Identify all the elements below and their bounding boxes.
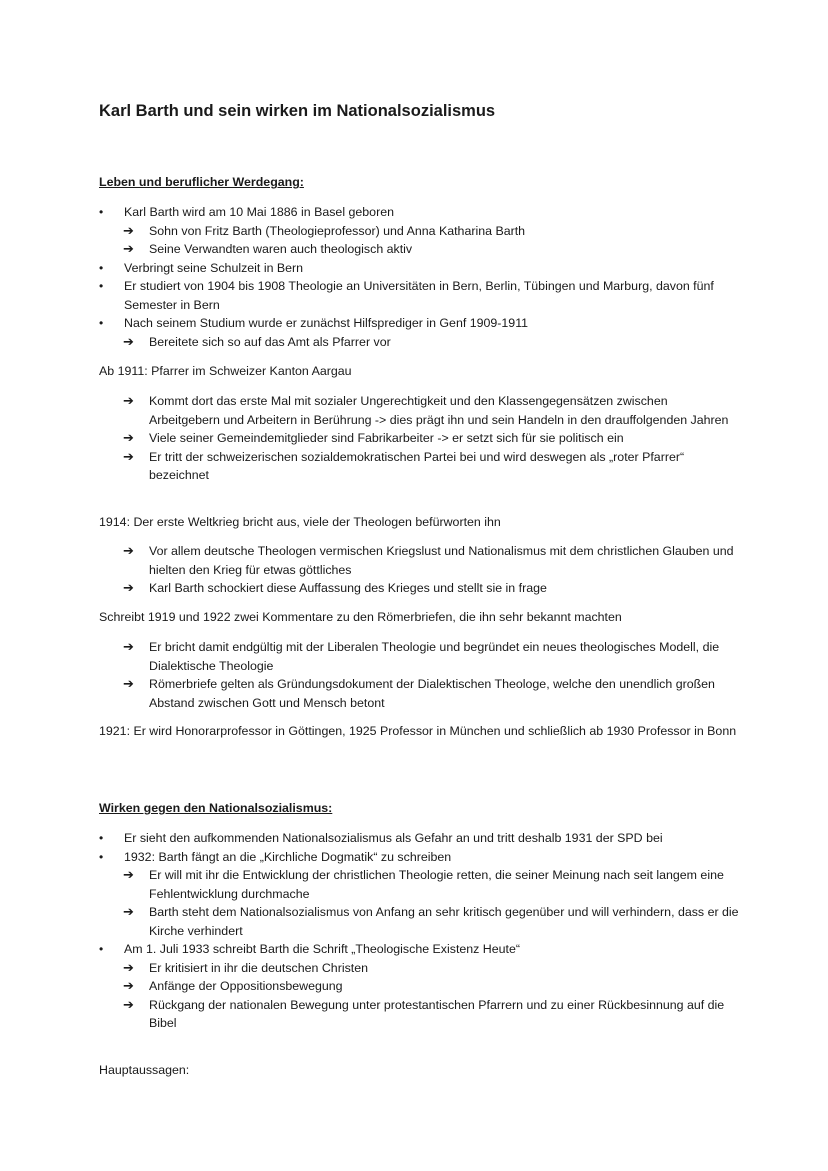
section-heading-leben: Leben und beruflicher Werdegang: — [99, 175, 304, 189]
list-item: ➔ Kommt dort das erste Mal mit sozialer Ungerechtigkeit und den Klassengegensätzen zwischen Arbeitgebern und Arbeitern in Berührung -> dies prägt ihn und sein Handeln in den drauffolgenden Jahren — [123, 393, 729, 427]
arrow-icon: ➔ — [123, 241, 134, 256]
list-item: • Am 1. Juli 1933 schreibt Barth die Schrift „Theologische Existenz Heute“ — [99, 940, 739, 959]
list-item: • 1932: Barth fängt an die „Kirchliche Dogmatik“ zu schreiben — [99, 848, 739, 867]
section-heading-wirken: Wirken gegen den Nationalsozialismus: — [99, 801, 333, 815]
paragraph-hauptaussagen: Hauptaussagen: — [99, 1063, 190, 1077]
list-item: • Karl Barth wird am 10 Mai 1886 in Basel geboren — [99, 203, 739, 222]
page-title: Karl Barth und sein wirken im Nationalsozialismus — [99, 102, 496, 120]
list-1911 — [99, 392, 739, 485]
list-item: ➔ Bereitete sich so auf das Amt als Pfarrer vor — [99, 333, 739, 352]
list-item: ➔ Seine Verwandten waren auch theologisch aktiv — [99, 240, 739, 259]
list-item: • Verbringt seine Schulzeit in Bern — [99, 259, 739, 278]
arrow-icon: ➔ — [123, 430, 134, 445]
bullet-icon: • — [99, 942, 104, 956]
list-item: ➔ Er bricht damit endgültig mit der Liberalen Theologie und begründet ein neues theologisches Modell, die Dialektische Theologie — [123, 639, 720, 673]
list-item: ➔ Er tritt der schweizerischen sozialdemokratischen Partei bei und wird deswegen als „roter Pfarrer“ bezeichnet — [123, 448, 685, 482]
list-item: ➔ Sohn von Fritz Barth (Theologieprofessor) und Anna Katharina Barth — [99, 222, 739, 241]
arrow-icon: ➔ — [123, 639, 134, 654]
list-item: ➔ Anfänge der Oppositionsbewegung — [99, 977, 739, 996]
arrow-icon: ➔ — [123, 676, 134, 691]
list-item: ➔ Er will mit ihr die Entwicklung der christlichen Theologie retten, die seiner Meinung nach seit langem eine Fehlentwicklung durchmache — [123, 867, 724, 901]
list-item: ➔ Er kritisiert in ihr die deutschen Christen — [99, 959, 739, 978]
arrow-icon: ➔ — [123, 448, 134, 464]
arrow-icon: ➔ — [123, 580, 134, 595]
bullet-icon: • — [99, 831, 104, 845]
list-item: ➔ Rückgang der nationalen Bewegung unter protestantischen Pfarrern und zu einer Rückbesinnung auf die Bibel — [123, 996, 725, 1030]
arrow-icon: ➔ — [123, 867, 134, 882]
arrow-icon: ➔ — [123, 543, 134, 558]
leben-list — [99, 203, 739, 351]
list-item: ➔ Römerbriefe gelten als Gründungsdokument der Dialektischen Theologe, welche den unendlich großen Abstand zwischen Gott und Mensch betont — [123, 676, 715, 710]
bullet-icon: • — [99, 260, 104, 275]
bullet-icon: • — [99, 849, 104, 864]
list-item: ➔ Barth steht dem Nationalsozialismus von Anfang an sehr kritisch gegenüber und will verhindern, dass er die Kirche verhindert — [123, 904, 739, 938]
list-1914 — [99, 542, 739, 598]
list-item: ➔ Vor allem deutsche Theologen vermischen Kriegslust und Nationalismus mit dem christlichen Glauben und hielten den Krieg für etwas göttliches — [123, 543, 734, 577]
bullet-icon: • — [99, 205, 104, 219]
paragraph-1919: Schreibt 1919 und 1922 zwei Kommentare zu den Römerbriefen, die ihn sehr bekannt machten — [99, 610, 622, 624]
paragraph-1921: 1921: Er wird Honorarprofessor in Göttingen, 1925 Professor in München und schließlich ab 1930 Professor in Bonn — [99, 724, 737, 738]
paragraph-1911: Ab 1911: Pfarrer im Schweizer Kanton Aargau — [99, 364, 352, 378]
wirken-list — [99, 829, 739, 1033]
arrow-icon: ➔ — [123, 959, 134, 975]
paragraph-1914: 1914: Der erste Weltkrieg bricht aus, viele der Theologen befürworten ihn — [99, 515, 501, 529]
arrow-icon: ➔ — [123, 978, 134, 993]
arrow-icon: ➔ — [123, 333, 134, 349]
arrow-icon: ➔ — [123, 996, 134, 1012]
arrow-icon: ➔ — [123, 904, 134, 919]
bullet-icon: • — [99, 316, 104, 330]
list-item: ➔ Viele seiner Gemeindemitglieder sind Fabrikarbeiter -> er setzt sich für sie politisch ein — [99, 429, 739, 448]
bullet-icon: • — [99, 279, 104, 293]
list-item: • Nach seinem Studium wurde er zunächst Hilfsprediger in Genf 1909-1911 — [99, 314, 739, 333]
arrow-icon: ➔ — [123, 393, 134, 408]
list-1919 — [99, 638, 739, 712]
list-item: • Er studiert von 1904 bis 1908 Theologie an Universitäten in Bern, Berlin, Tübingen und Marburg, davon fünf Semester in Bern — [99, 279, 714, 312]
list-item: • Er sieht den aufkommenden Nationalsozialismus als Gefahr an und tritt deshalb 1931 der SPD bei — [99, 829, 739, 848]
arrow-icon: ➔ — [123, 222, 134, 238]
list-item: ➔ Karl Barth schockiert diese Auffassung des Krieges und stellt sie in frage — [99, 579, 739, 598]
